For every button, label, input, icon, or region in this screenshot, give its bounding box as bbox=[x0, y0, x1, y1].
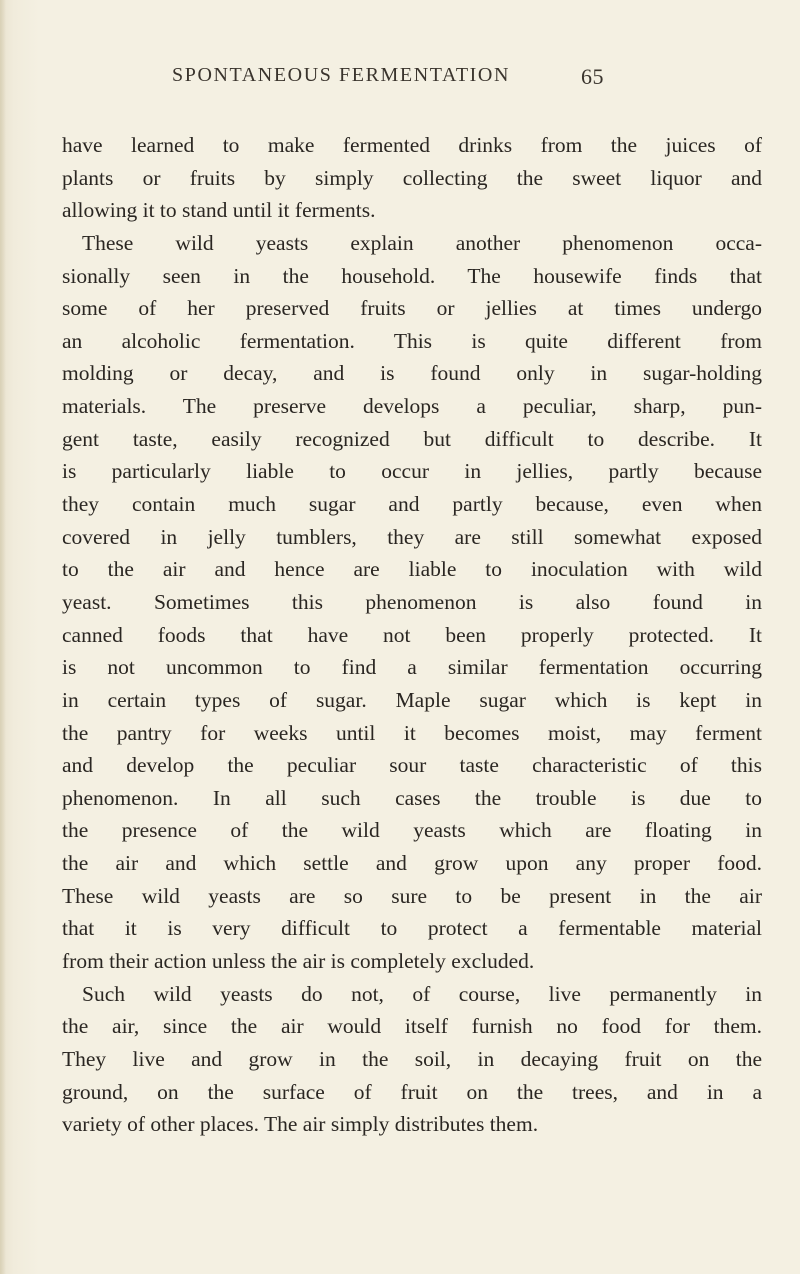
text-line: in certain types of sugar. Maple sugar which is kept in bbox=[62, 687, 762, 712]
running-head bbox=[172, 64, 604, 94]
text-line: Such wild yeasts do not, of course, live permanently in bbox=[82, 981, 762, 1006]
text-line: is not uncommon to find a similar fermentation occurring bbox=[62, 655, 762, 680]
text-line: the pantry for weeks until it becomes moist, may ferment bbox=[62, 720, 762, 745]
running-title: SPONTANEOUS FERMENTATION bbox=[172, 64, 510, 86]
text-line: canned foods that have not been properly protected. It bbox=[62, 622, 762, 647]
text-line: gent taste, easily recognized but difficult to describe. It bbox=[62, 426, 762, 451]
text-line: These wild yeasts are so sure to be present in the air bbox=[62, 883, 762, 908]
text-line: ground, on the surface of fruit on the trees, and in a bbox=[62, 1079, 762, 1104]
body-text bbox=[62, 129, 762, 1141]
text-line: They live and grow in the soil, in decaying fruit on the bbox=[62, 1046, 762, 1071]
text-line: they contain much sugar and partly because, even when bbox=[62, 492, 762, 517]
text-line: the air, since the air would itself furnish no food for them. bbox=[62, 1014, 762, 1039]
text-line: have learned to make fermented drinks from the juices of bbox=[62, 133, 762, 157]
text-line: and develop the peculiar sour taste characteristic of this bbox=[62, 753, 762, 778]
text-line: plants or fruits by simply collecting the sweet liquor and bbox=[62, 165, 762, 190]
text-line: covered in jelly tumblers, they are still somewhat exposed bbox=[62, 524, 762, 549]
text-line: variety of other places. The air simply distributes them. bbox=[62, 1112, 539, 1137]
text-line: the air and which settle and grow upon any proper food. bbox=[62, 851, 762, 876]
text-line: materials. The preserve develops a peculiar, sharp, pun- bbox=[62, 394, 762, 419]
text-line: some of her preserved fruits or jellies at times undergo bbox=[62, 296, 762, 321]
text-line: yeast. Sometimes this phenomenon is also found in bbox=[62, 589, 762, 614]
text-line: These wild yeasts explain another phenomenon occa- bbox=[82, 230, 762, 255]
text-line: phenomenon. In all such cases the trouble is due to bbox=[62, 785, 762, 810]
text-line: the presence of the wild yeasts which are floating in bbox=[62, 818, 762, 843]
text-line: sionally seen in the household. The housewife finds that bbox=[62, 263, 762, 288]
text-line: an alcoholic fermentation. This is quite different from bbox=[62, 328, 762, 353]
text-line: that it is very difficult to protect a fermentable material bbox=[62, 916, 762, 941]
text-line: allowing it to stand until it ferments. bbox=[62, 198, 376, 223]
spine-shadow bbox=[0, 0, 6, 1274]
text-line: to the air and hence are liable to inoculation with wild bbox=[62, 557, 762, 582]
text-line: is particularly liable to occur in jellies, partly because bbox=[62, 459, 762, 484]
text-line: from their action unless the air is completely excluded. bbox=[62, 949, 535, 974]
page-number: 65 bbox=[581, 64, 604, 89]
text-line: molding or decay, and is found only in sugar-holding bbox=[62, 361, 762, 386]
